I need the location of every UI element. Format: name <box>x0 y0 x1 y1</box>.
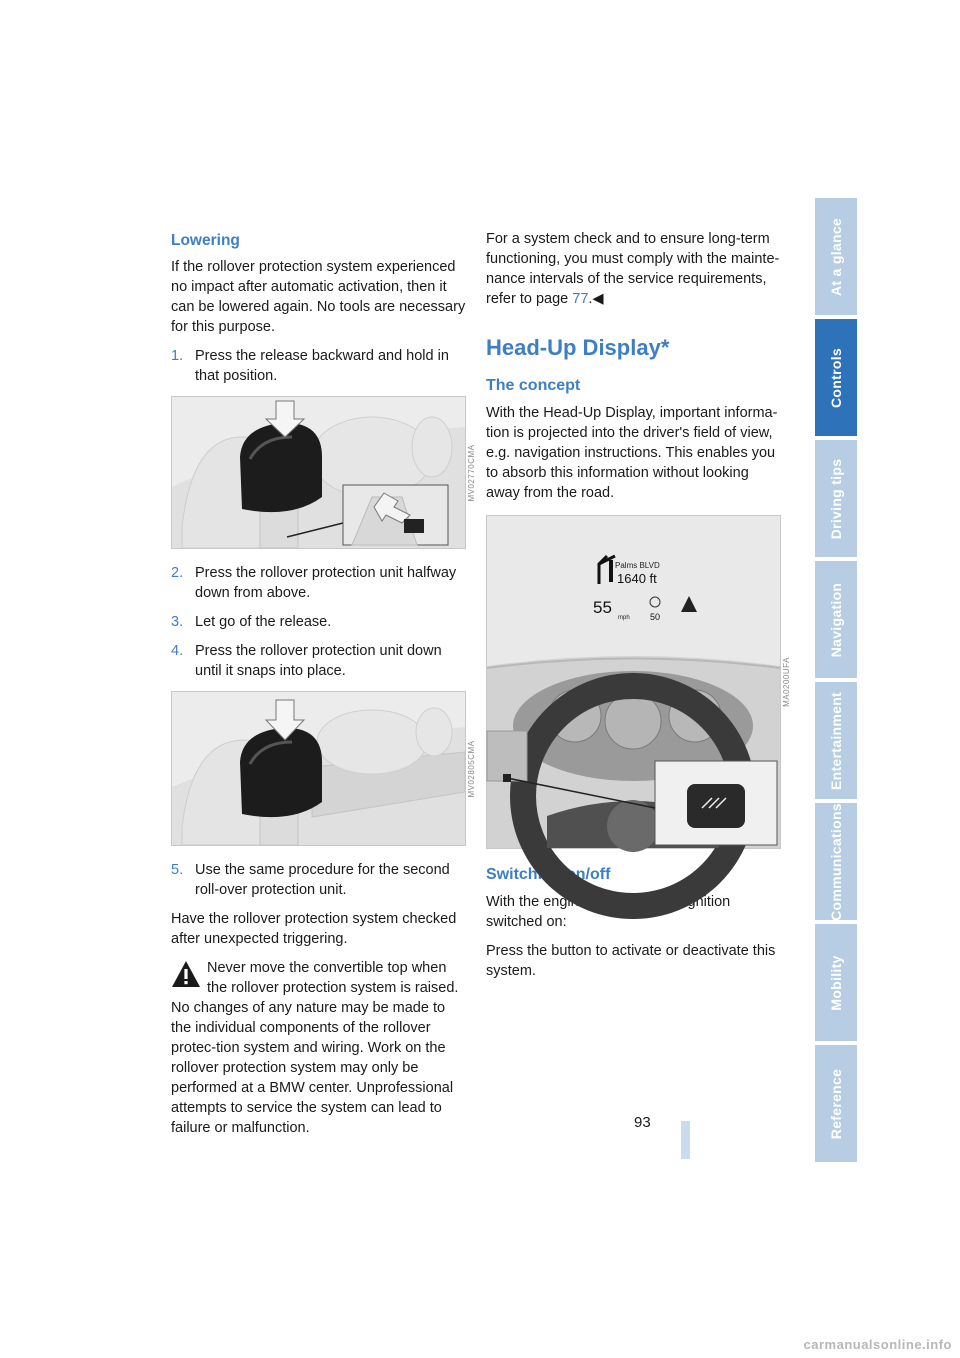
tab-label: Entertainment <box>828 691 844 790</box>
tab-label: Mobility <box>828 954 844 1011</box>
step-text: Let go of the release. <box>195 614 332 630</box>
page-number-bar <box>681 1121 690 1159</box>
switch-text-1: With the engine running or the ignition switched on: <box>486 894 731 930</box>
step-3 <box>171 612 466 632</box>
rollover-release-illustration <box>172 397 465 548</box>
tab-navigation[interactable] <box>815 561 857 678</box>
chapter-tabs <box>815 198 857 1166</box>
lowering-intro: If the rollover protection system experienced no impact after automatic activation, then it can be lowered again. No tools are necessary for this purpose. <box>171 259 466 335</box>
step-4 <box>171 641 466 681</box>
warning-triangle-icon <box>171 960 201 988</box>
tab-label: Driving tips <box>828 458 844 539</box>
page-number: 93 <box>634 1114 651 1131</box>
hud-street: Palms BLVD <box>615 561 660 570</box>
hud-speed: 55 <box>593 598 612 617</box>
rollover-press-illustration <box>172 692 465 845</box>
system-check-sentence: For a system check and to ensure long-term functioning, you must comply with the mainte-nance intervals of the service requirements, refer to page <box>486 231 780 307</box>
hud-speed-unit: mph <box>618 615 630 621</box>
step-number: 2. <box>171 565 184 581</box>
tab-mobility[interactable] <box>815 924 857 1041</box>
tab-label: Controls <box>828 347 844 408</box>
rollover-press-figure <box>171 691 476 846</box>
warning-lead: Never move the convertible top when the rollover protection system is raised. <box>207 960 459 996</box>
tab-entertainment[interactable] <box>815 682 857 799</box>
step-text: Use the same procedure for the second roll-over protection unit. <box>195 862 450 898</box>
hud-limit: 50 <box>650 612 661 622</box>
warning-block <box>171 958 466 998</box>
rollover-release-figure <box>171 396 476 549</box>
tab-controls[interactable] <box>815 319 857 436</box>
system-check-text <box>486 229 781 309</box>
switch-heading: Switching on/off <box>486 866 611 883</box>
tab-label: At a glance <box>828 217 844 296</box>
page-reference-link[interactable]: 77 <box>572 291 589 307</box>
tab-at-a-glance[interactable] <box>815 198 857 315</box>
step-2 <box>171 563 466 603</box>
tab-communications[interactable] <box>815 803 857 920</box>
tab-label: Navigation <box>828 582 844 657</box>
concept-text: With the Head-Up Display, important informa-tion is projected into the driver's field of view, e.g. navigation instructions. This enables you to absorb this information without looking away from the road. <box>486 405 778 501</box>
tab-label: Reference <box>828 1068 844 1139</box>
step-text: Press the release backward and hold in that position. <box>195 348 449 384</box>
figure-code: MA0200UFA <box>782 657 791 707</box>
left-column <box>171 229 476 1138</box>
tab-reference[interactable] <box>815 1045 857 1162</box>
watermark: carmanualsonline.info <box>803 1337 952 1352</box>
step-number: 3. <box>171 614 184 630</box>
right-column <box>486 229 791 990</box>
hud-distance: 1640 ft <box>617 571 657 586</box>
tab-label: Communications <box>828 802 844 921</box>
concept-heading: The concept <box>486 377 581 394</box>
warning-body: No changes of any nature may be made to the individual components of the rollover protec-tion system and wiring. Work on the rollover protection system may only be performed at a BMW center. Unprofessional attempts to service the system can lead to failure or malfunction. <box>171 1000 454 1136</box>
end-mark: .◀ <box>588 291 604 307</box>
step-number: 1. <box>171 348 184 364</box>
figure-code: MV02805CMA <box>467 739 476 798</box>
step-5 <box>171 860 466 900</box>
section-title: Head-Up Display* <box>486 335 670 360</box>
switch-text-2: Press the button to activate or deactivate this system. <box>486 943 776 979</box>
step-text: Press the rollover protection unit halfway down from above. <box>195 565 457 601</box>
step-text: Press the rollover protection unit down until it snaps into place. <box>195 643 442 679</box>
tab-driving-tips[interactable] <box>815 440 857 557</box>
check-text: Have the rollover protection system checked after unexpected triggering. <box>171 911 457 947</box>
figure-code: MV02770CMA <box>467 443 476 502</box>
lowering-heading: Lowering <box>171 232 240 249</box>
hud-figure <box>486 515 791 849</box>
step-number: 4. <box>171 643 184 659</box>
step-1 <box>171 346 466 386</box>
step-number: 5. <box>171 862 184 878</box>
